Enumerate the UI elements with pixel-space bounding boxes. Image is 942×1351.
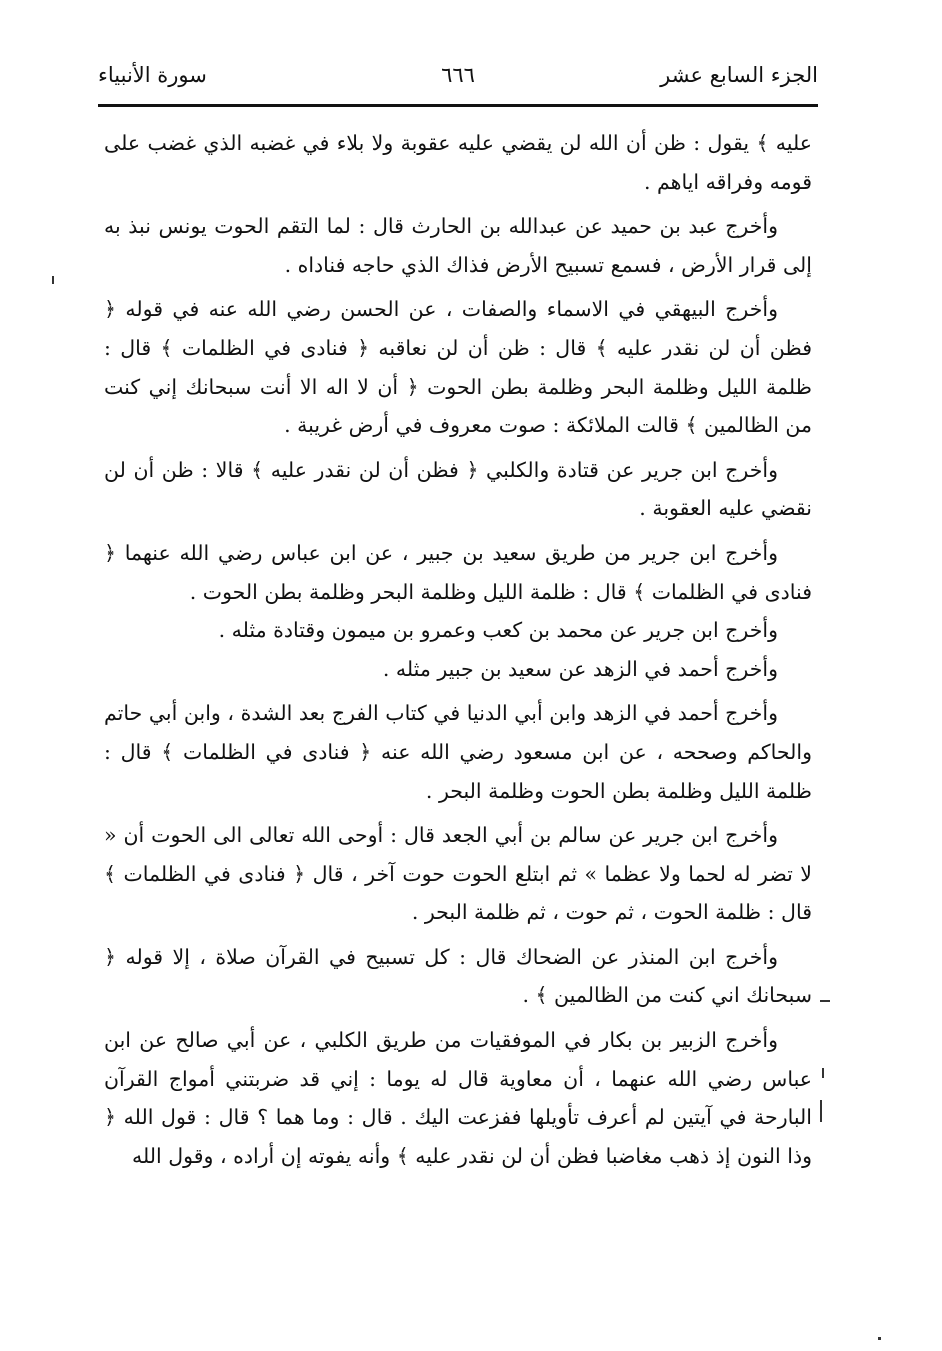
scan-speck bbox=[822, 1068, 824, 1078]
scan-speck bbox=[820, 1000, 830, 1002]
paragraph: عليه ﴾ يقول : ظن أن الله لن يقضي عليه عقوبة ولا بلاء في غضبه الذي غضب على قومه وفراقه اياهم . bbox=[104, 131, 812, 194]
paragraph: وأخرج البيهقي في الاسماء والصفات ، عن الحسن رضي الله عنه في قوله ﴿ فظن أن لن نقدر عليه ﴾ قال : ظن أن لن نعاقبه ﴿ فنادى في الظلمات ﴾ قال : ظلمة الليل وظلمة البحر وظلمة بطن الحوت ﴿ أن لا اله الا أنت سبحانك إني كنت من الظالمين ﴾ قالت الملائكة : صوت معروف في أرض غريبة . bbox=[104, 297, 812, 438]
running-header bbox=[98, 58, 818, 92]
paragraph: وأخرج ابن جرير عن سالم بن أبي الجعد قال : أوحى الله تعالى الى الحوت أن « لا تضر له لحما ولا عظما » ثم ابتلع الحوت حوت آخر ، قال ﴿ فنادى في الظلمات ﴾ قال : ظلمة الحوت ، ثم حوت ، ثم ظلمة البحر . bbox=[104, 823, 812, 925]
header-rule bbox=[98, 104, 818, 107]
scan-speck bbox=[52, 276, 54, 284]
surah-title: سورة الأنبياء bbox=[98, 63, 207, 87]
page-number: ٦٦٦ bbox=[441, 63, 475, 87]
paragraph: وأخرج ابن جرير عن محمد بن كعب وعمرو بن ميمون وقتادة مثله . bbox=[218, 618, 778, 643]
paragraph: وأخرج عبد بن حميد عن عبدالله بن الحارث قال : لما التقم الحوت يونس نبذ به إلى قرار الأرض ، فسمع تسبيح الأرض فذاك الذي حاجه فناداه . bbox=[104, 214, 812, 277]
paragraph: وأخرج ابن المنذر عن الضحاك قال : كل تسبيح في القرآن صلاة ، إلا قوله ﴿ سبحانك اني كنت من الظالمين ﴾ . bbox=[104, 944, 812, 1008]
part-title: الجزء السابع عشر bbox=[660, 63, 818, 87]
paragraph: وأخرج أحمد في الزهد عن سعيد بن جبير مثله . bbox=[382, 656, 778, 681]
paragraph: وأخرج ابن جرير من طريق سعيد بن جبير ، عن ابن عباس رضي الله عنهما ﴿ فنادى في الظلمات ﴾ قال : ظلمة الليل وظلمة البحر وظلمة بطن الحوت . bbox=[104, 540, 812, 604]
paragraph: وأخرج ابن جرير عن قتادة والكلبي ﴿ فظن أن لن نقدر عليه ﴾ قالا : ظن أن لن نقضي عليه العقوبة . bbox=[104, 457, 812, 521]
paragraph: وأخرج الزبير بن بكار في الموفقيات من طريق الكلبي ، عن أبي صالح عن ابن عباس رضي الله عنهما ، أن معاوية قال له يوما : إني قد ضربتني أمواج القرآن البارحة في آيتين لم أعرف تأويلها ففزعت اليك . قال : وما هما ؟ قال : قول الله ﴿ وذا النون إذ ذهب مغاضبا فظن أن لن نقدر عليه ﴾ وأنه يفوته إن أراده ، وقول الله bbox=[104, 1028, 812, 1168]
scan-speck bbox=[878, 1337, 881, 1340]
paragraph: وأخرج أحمد في الزهد وابن أبي الدنيا في كتاب الفرج بعد الشدة ، وابن أبي حاتم والحاكم وصححه ، عن ابن مسعود رضي الله عنه ﴿ فنادى في الظلمات ﴾ قال : ظلمة الليل وظلمة بطن الحوت وظلمة البحر . bbox=[104, 701, 812, 803]
body-text bbox=[104, 124, 812, 1175]
scan-speck bbox=[820, 1100, 822, 1122]
